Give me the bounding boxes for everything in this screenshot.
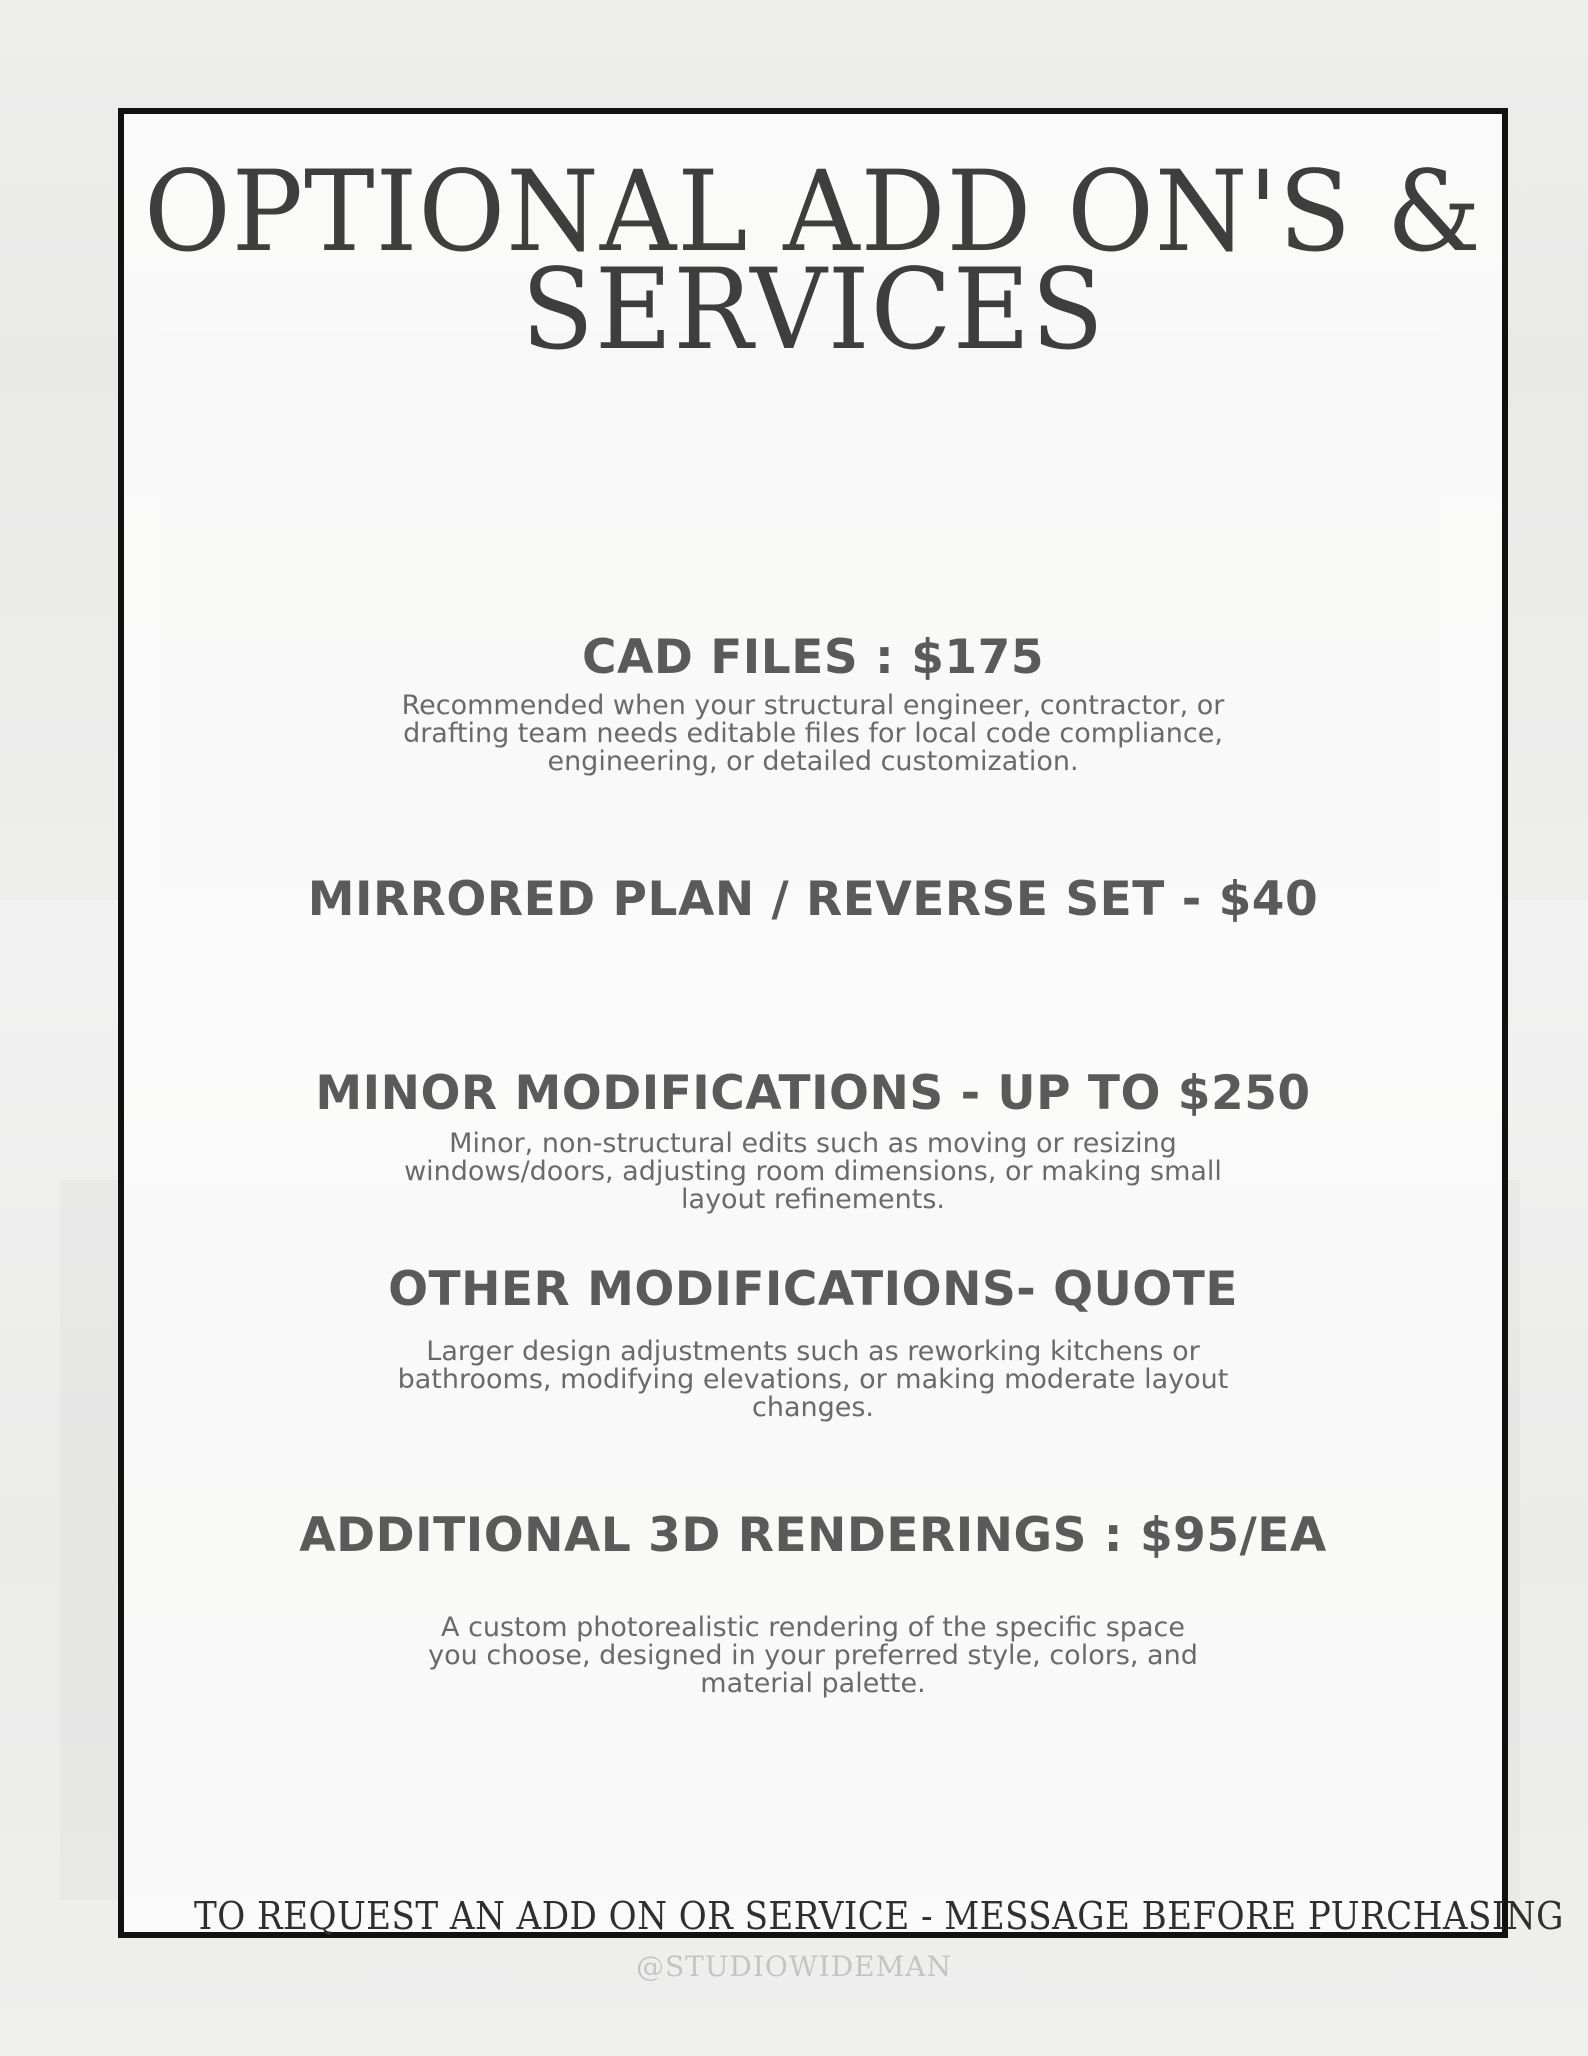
page-title-line-2: SERVICES [521,244,1105,375]
service-3d-renderings-description [124,1614,1502,1698]
services-card [118,108,1564,1938]
service-other-modifications-description [124,1338,1502,1422]
description-line: bathrooms, modifying elevations, or making moderate layout [397,1364,1229,1395]
description-line: layout refinements. [681,1184,945,1215]
service-mirrored-plan-title: MIRRORED PLAN / REVERSE SET - $40 [307,872,1319,927]
request-note: TO REQUEST AN ADD ON OR SERVICE - MESSAGE BEFORE PURCHASING [194,1894,1564,1938]
description-line: windows/doors, adjusting room dimensions, or making small [404,1156,1222,1187]
social-handle: @STUDIOWIDEMAN [635,1950,953,1983]
service-cad-files-title: CAD FILES : $175 [581,630,1045,685]
description-line: changes. [751,1392,874,1423]
service-other-modifications-title: OTHER MODIFICATIONS- QUOTE [388,1262,1238,1317]
description-line: Minor, non-structural edits such as moving or resizing [449,1128,1177,1159]
description-line: A custom photorealistic rendering of the specific space [441,1612,1185,1643]
description-line: you choose, designed in your preferred style, colors, and [428,1640,1198,1671]
service-cad-files-description [124,692,1502,776]
description-line: material palette. [700,1668,926,1699]
service-3d-renderings-title: ADDITIONAL 3D RENDERINGS : $95/EA [299,1508,1327,1563]
page-title-line-1: OPTIONAL ADD ON'S & [143,146,1482,277]
description-line: engineering, or detailed customization. [547,746,1079,777]
description-line: drafting team needs editable files for local code compliance, [403,718,1223,749]
description-line: Recommended when your structural engineer, contractor, or [401,690,1225,721]
service-minor-modifications-description [124,1130,1502,1214]
description-line: Larger design adjustments such as reworking kitchens or [426,1336,1200,1367]
service-minor-modifications-title: MINOR MODIFICATIONS - UP TO $250 [315,1066,1311,1121]
